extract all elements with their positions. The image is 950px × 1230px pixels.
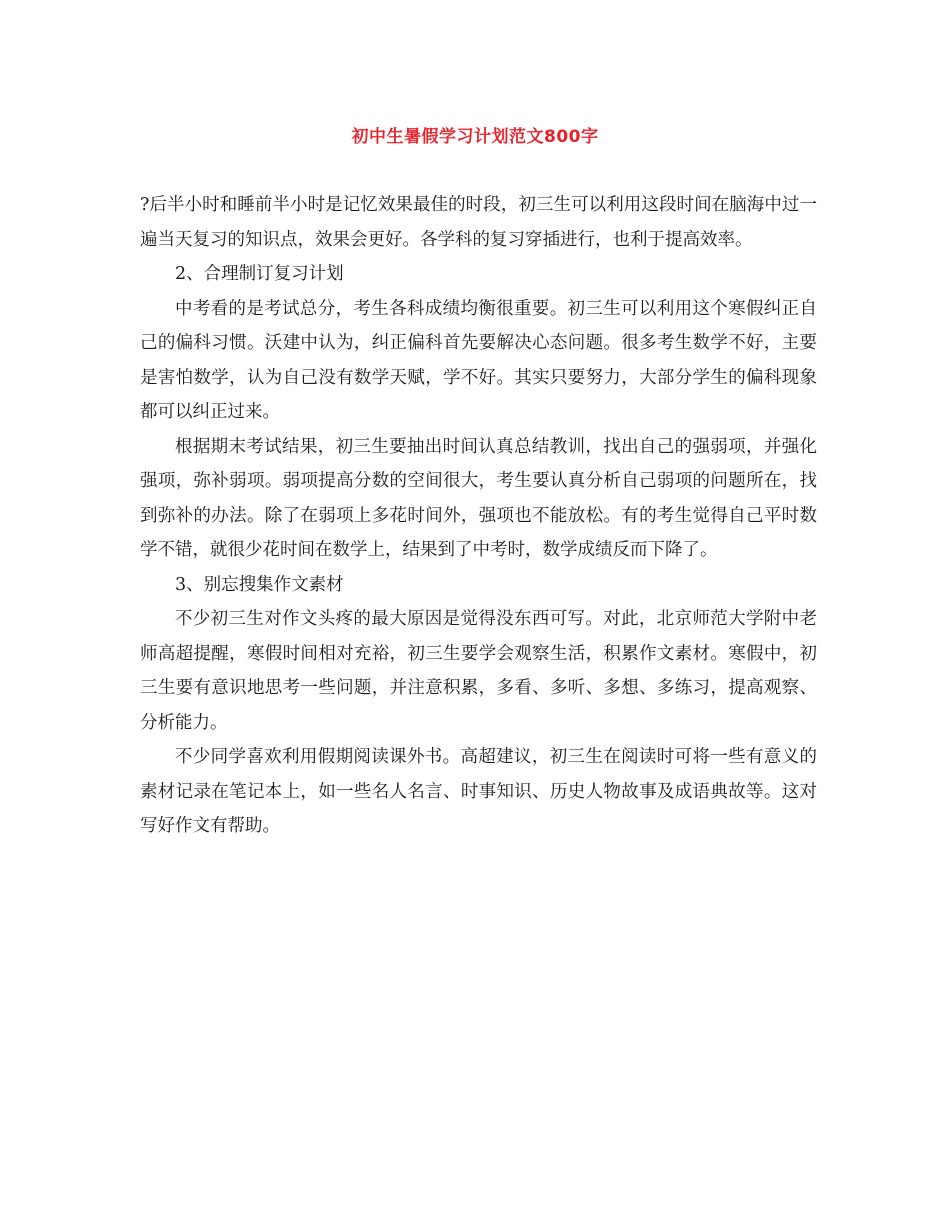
document-body [140,188,817,844]
paragraph-4: 根据期末考试结果，初三生要抽出时间认真总结教训，找出自己的强弱项，并强化强项，弥补弱项。弱项提高分数的空间很大，考生要认真分析自己弱项的问题所在，找到弥补的办法。除了在弱项上多花时间外，强项也不能放松。有的考生觉得自己平时数学不错，就很少花时间在数学上，结果到了中考时，数学成绩反而下降了。 [140,436,817,560]
section-heading-2: 2、合理制订复习计划 [175,264,344,284]
paragraph-3: 中考看的是考试总分，考生各科成绩均衡很重要。初三生可以利用这个寒假纠正自己的偏科习惯。沃建中认为，纠正偏科首先要解决心态问题。很多考生数学不好，主要是害怕数学，认为自己没有数学天赋，学不好。其实只要努力，大部分学生的偏科现象都可以纠正过来。 [140,298,817,422]
section-heading-3: 3、别忘搜集作文素材 [175,574,344,595]
paragraph-6: 不少初三生对作文头疼的最大原因是觉得没东西可写。对此，北京师范大学附中老师高超提醒，寒假时间相对充裕，初三生要学会观察生活，积累作文素材。寒假中，初三生要有意识地思考一些问题，并注意积累，多看、多听、多想、多练习，提高观察、分析能力。 [140,609,817,733]
document-title: 初中生暑假学习计划范文800字 [351,127,599,147]
paragraph-7: 不少同学喜欢利用假期阅读课外书。高超建议，初三生在阅读时可将一些有意义的素材记录在笔记本上，如一些名人名言、时事知识、历史人物故事及成语典故等。这对写好作文有帮助。 [140,747,817,836]
paragraph-1: ?后半小时和睡前半小时是记忆效果最佳的时段，初三生可以利用这段时间在脑海中过一遍当天复习的知识点，效果会更好。各学科的复习穿插进行，也利于提高效率。 [140,195,817,250]
